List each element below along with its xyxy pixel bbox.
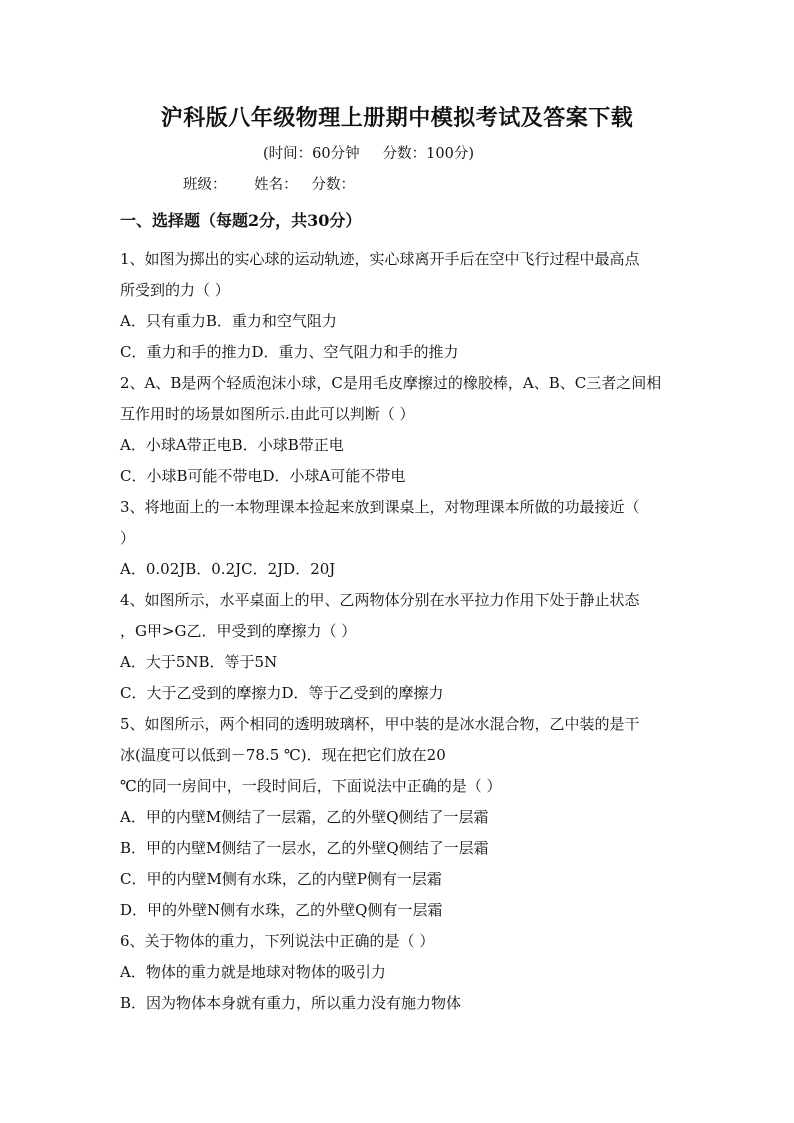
- page-title: 沪科版八年级物理上册期中模拟考试及答案下载: [160, 105, 634, 131]
- question-line: 6、关于物体的重力，下列说法中正确的是（ ）: [120, 932, 435, 950]
- question-line: ）: [120, 529, 136, 547]
- question-line: 1、如图为掷出的实心球的运动轨迹，实心球离开手后在空中飞行过程中最高点: [120, 250, 640, 268]
- option-line: C．重力和手的推力D．重力、空气阻力和手的推力: [120, 343, 459, 361]
- question-line: 2、A、B是两个轻质泡沫小球，C是用毛皮摩擦过的橡胶棒，A、B、C三者之间相: [120, 374, 662, 392]
- question-line: 互作用时的场景如图所示.由此可以判断（ ）: [120, 405, 415, 423]
- option-line: B．甲的内壁M侧结了一层水，乙的外壁Q侧结了一层霜: [120, 839, 489, 857]
- section-heading: 一、选择题（每题2分，共30分）: [120, 211, 362, 230]
- option-line: C．大于乙受到的摩擦力D．等于乙受到的摩擦力: [120, 684, 444, 702]
- option-line: C．小球B可能不带电D．小球A可能不带电: [120, 467, 406, 485]
- question-line: 冰(温度可以低到－78.5 ℃)．现在把它们放在20: [120, 746, 446, 764]
- option-line: A．0.02JB．0.2JC．2JD．20J: [120, 560, 336, 578]
- option-line: A．物体的重力就是地球对物体的吸引力: [120, 963, 386, 981]
- option-line: A．只有重力B．重力和空气阻力: [120, 312, 337, 330]
- class-name-score-line: 班级： 姓名： 分数：: [183, 177, 355, 193]
- option-line: B．因为物体本身就有重力，所以重力没有施力物体: [120, 994, 462, 1012]
- question-list: [120, 244, 680, 1019]
- question-line: 4、如图所示，水平桌面上的甲、乙两物体分别在水平拉力作用下处于静止状态: [120, 591, 640, 609]
- option-line: C．甲的内壁M侧有水珠，乙的内壁P侧有一层霜: [120, 870, 442, 888]
- question-line: ℃的同一房间中，一段时间后，下面说法中正确的是（ ）: [120, 777, 502, 795]
- question-line: 5、如图所示，两个相同的透明玻璃杯，甲中装的是冰水混合物，乙中装的是干: [120, 715, 640, 733]
- option-line: A．小球A带正电B．小球B带正电: [120, 436, 344, 454]
- time-score-info: (时间：60分钟 分数：100分): [263, 146, 474, 162]
- question-line: 所受到的力（ ）: [120, 281, 230, 299]
- option-line: D．甲的外壁N侧有水珠，乙的外壁Q侧有一层霜: [120, 901, 443, 919]
- question-line: 3、将地面上的一本物理课本捡起来放到课桌上，对物理课本所做的功最接近（: [120, 498, 640, 516]
- option-line: A．大于5NB．等于5N: [120, 653, 278, 671]
- question-line: ，G甲>G乙．甲受到的摩擦力（ ）: [120, 622, 357, 640]
- option-line: A．甲的内壁M侧结了一层霜，乙的外壁Q侧结了一层霜: [120, 808, 489, 826]
